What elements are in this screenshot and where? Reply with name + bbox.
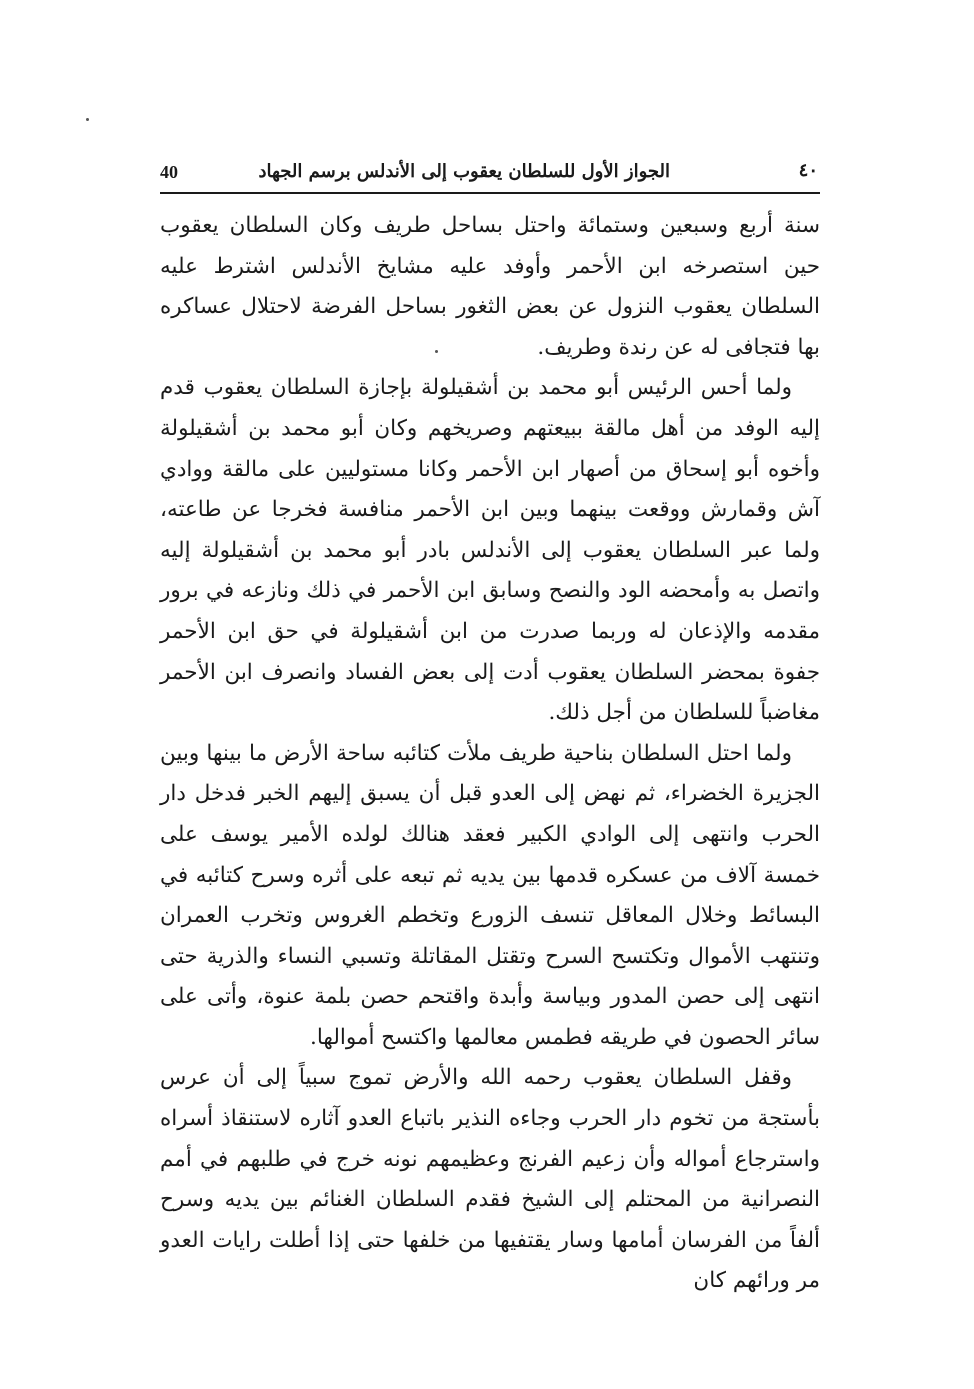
running-title: الجواز الأول للسلطان يعقوب إلى الأندلس برسم الجهاد [258,161,670,182]
body-text [160,206,820,1302]
paragraph: وقفل السلطان يعقوب رحمه الله والأرض تموج سبياً إلى أن عرس بأستجة من تخوم دار الحرب وجاءه النذير باتباع العدو آثاره لاستنقاذ أسراه واسترجاع أمواله وأن زعيم الفرنج وعظيمهم نونه خرج في طلبهم في أمم النصرانية من المحتلم إلى الشيخ فقدم السلطان الغنائم بين يديه وسرح ألفاً من الفرسان أمامها وسار يقتفيها من خلفها حتى إذا أطلت رايات العدو مر ورائهم كان [160,1065,820,1294]
paragraph: ولما احتل السلطان بناحية طريف ملأت كتائبه ساحة الأرض ما بينها وبين الجزيرة الخضراء، ثم نهض إلى العدو قبل أن يسبق إليهم الخبر فدخل دار الحرب وانتهى إلى الوادي الكبير فعقد هنالك لولده الأمير يوسف على خمسة آلاف من عسكره قدمها بين يديه ثم تبعه على أثره وسرح كتائبه في البسائط وخلال المعاقل تنسف الزورع وتخطم الغروس وتخرب العمران وتنتهب الأموال وتكتسح السرح وتقتل المقاتلة وتسبي النساء والذرية حتى انتهى إلى حصن المدور وبياسة وأبدة واقتحم حصن بلمة عنوة، وأتى على سائر الحصون في طريقه فطمس معالمها واكتسح أموالها. [160,740,820,1050]
paragraph: ولما أحس الرئيس أبو محمد بن أشقيلولة بإجازة السلطان يعقوب قدم إليه الوفد من أهل مالقة ببيعتهم وصريخهم وكان أبو محمد بن أشقيلولة وأخوه أبو إسحاق من أصهار ابن الأحمر وكانا مستوليين على مالقة ووادي آش وقمارش ووقعت بينهما وبين ابن الأحمر منافسة فخرجا عن طاعته، ولما عبر السلطان يعقوب إلى الأندلس بادر أبو محمد بن أشقيلولة إليه واتصل به وأمحضه الود والنصح وسابق ابن الأحمر في ذلك ونازعه في برور مقدمه والإذعان له وربما صدرت من ابن أشقيلولة في حق ابن الأحمر جفوة بمحضر السلطان يعقوب أدت إلى بعض الفساد وانصرف ابن الأحمر مغاضباً للسلطان من أجل ذلك. [160,375,820,726]
running-header [160,158,820,194]
page-number-latin: 40 [160,162,178,182]
scan-speck [86,118,89,121]
paragraph: سنة أربع وسبعين وستمائة واحتل بساحل طريف وكان السلطان يعقوب حين استصرخه ابن الأحمر وأوفد عليه مشايخ الأندلس اشترط عليه السلطان يعقوب النزول عن بعض الثغور بساحل الفرضة لاحتلال عساكره بها فتجافى له عن رندة وطريف. [160,213,820,360]
page-number-arabic: ٤٠ [798,160,818,181]
